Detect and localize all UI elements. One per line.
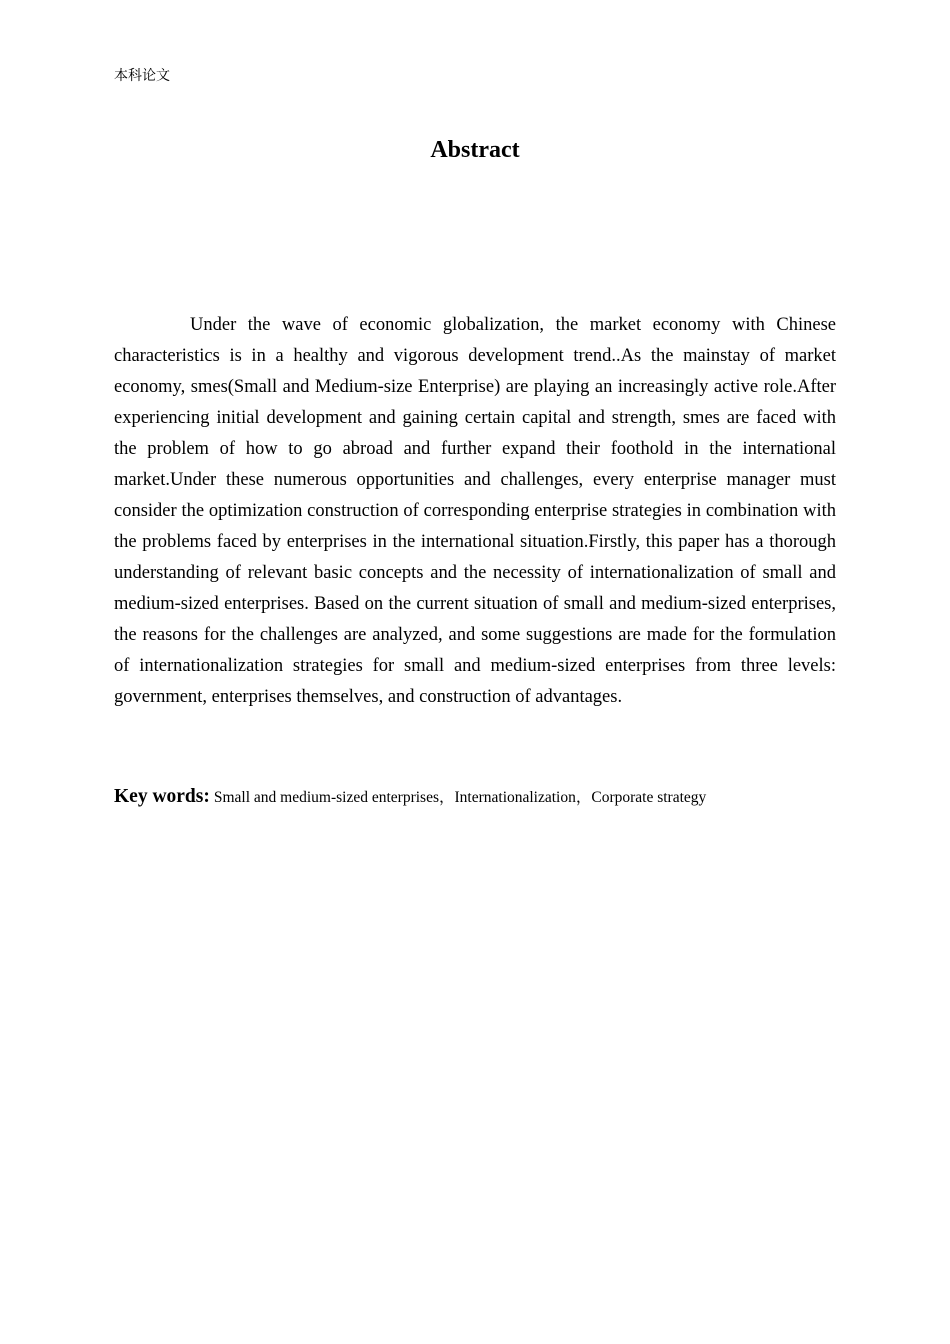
keywords-text: Small and medium-sized enterprises，Internationalization，Corporate strategy [213,789,707,806]
running-header: 本科论文 [114,68,170,84]
keywords-line [114,783,836,812]
abstract-title: Abstract [430,137,520,163]
abstract-paragraph: Under the wave of economic globalization, the market economy with Chinese characteristics is in a healthy and vigorous development trend..As the mainstay of market economy, smes(Small and Medium-size Enterprise) are playing an increasingly active role.After experiencing initial development and gaining certain capital and strength, smes are faced with the problem of how to go abroad and further expand their foothold in the international market.Under these numerous opportunities and challenges, every enterprise manager must consider the optimization construction of corresponding enterprise strategies in combination with the problems faced by enterprises in the international situation.Firstly, this paper has a thorough understanding of relevant basic concepts and the necessity of internationalization of small and medium-sized enterprises. Based on the current situation of small and medium-sized enterprises, the reasons for the challenges are analyzed, and some suggestions are made for the formulation of internationalization strategies for small and medium-sized enterprises from three levels: government, enterprises themselves, and construction of advantages. [114,315,836,707]
keywords-label: Key words: [114,786,210,807]
